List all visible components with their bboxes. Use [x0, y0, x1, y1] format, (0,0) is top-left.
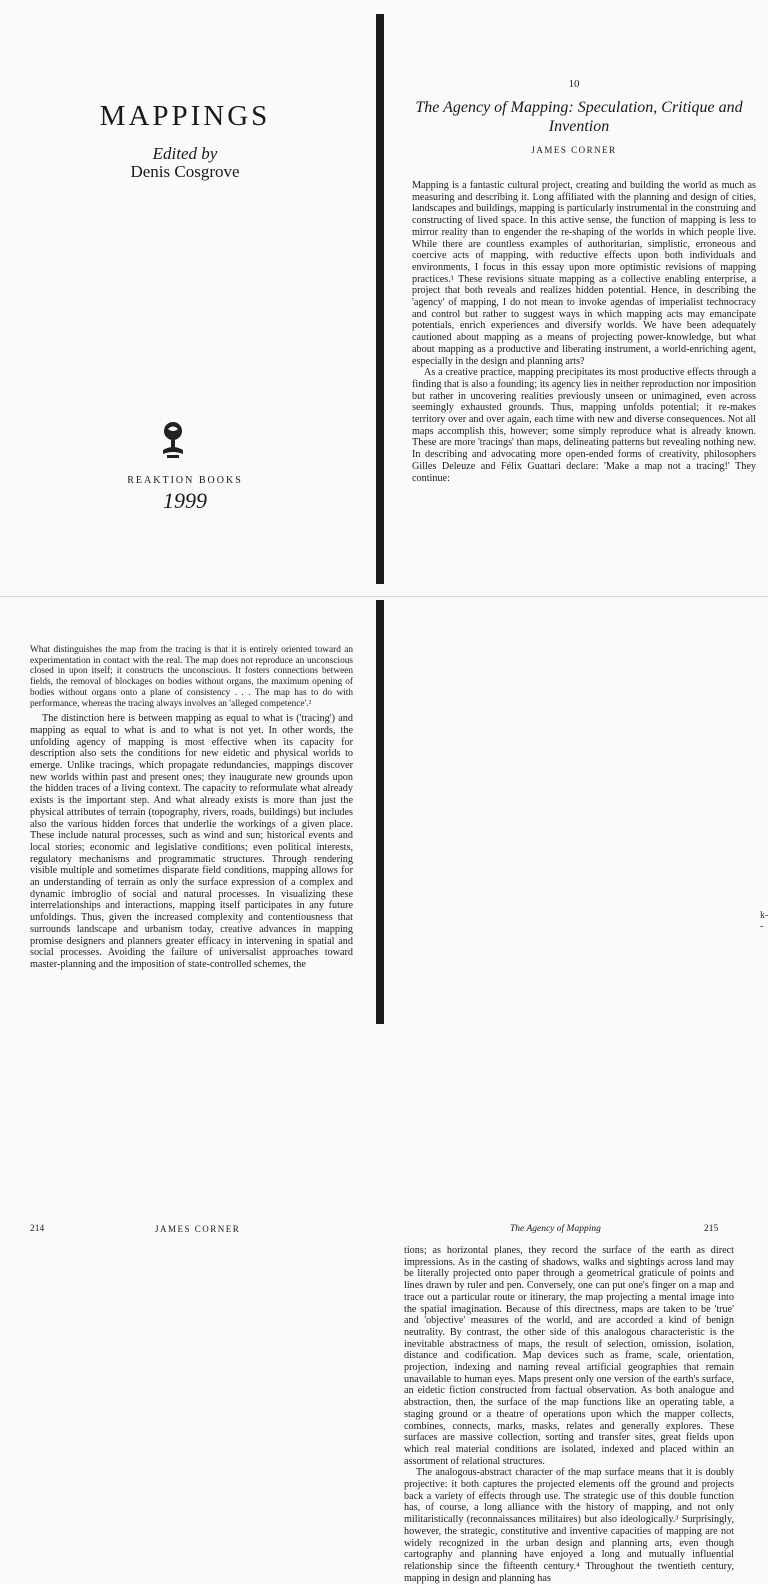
page-number: 215	[704, 1224, 719, 1234]
publisher-name: REAKTION BOOKS	[127, 475, 243, 486]
book-title: MAPPINGS	[99, 100, 271, 132]
chapter-author: JAMES CORNER	[531, 145, 617, 155]
chapter-number: 10	[568, 78, 580, 90]
chapter-opening-page	[384, 0, 768, 600]
paragraph: Mapping is a fantastic cultural project, creating and building the world as much as measuring and describing it. Long affiliated with the planning and design of cities, landscapes and buildings, mapping is particularly instrumental in the construing and constructing of lived space. In this active sense, the function of mapping is less to mirror reality than to engender the re-shaping of the worlds in which people live. While there are countless examples of authoritarian, simplistic, erroneous and coercive acts of mapping, with reductive effects upon both individuals and environments, I focus in this essay upon more optimistic revisions of mapping practices.¹ These revisions situate mapping as a collective enabling enterprise, a project that both reveals and realizes hidden potential. Hence, in describing the 'agency' of mapping, I do not mean to invoke agendas of imperialist technocracy and control but rather to suggest ways in which mapping acts may emancipate potentials, enrich experiences and diversify worlds. We have been adequately cautioned about mapping as a means of projecting power-knowledge, but what about mapping as a productive and liberating instrument, a world-enriching agent, especially in the design and planning arts?	[412, 180, 756, 367]
editor-name: Denis Cosgrove	[130, 162, 240, 181]
chapter-body	[412, 180, 756, 484]
paragraph: The analogous-abstract character of the map surface means that it is doubly projective: it both captures the projected elements off the ground and projects back a variety of effects through use. The strategic use of this double function has, of course, a long alliance with the history of mapping, and not only militaristically (reconnaissances militaires) but also ideologically.³ Surprisingly, however, the strategic, constitutive and inventive capacities of mapping are not widely recognized in the urban design and planning arts, even though cartography and planning have enjoyed a long and mutually influential relationship since the fifteenth century.⁴ Throughout the twentieth century, mapping in design and planning has	[404, 1467, 734, 1584]
page-214-body	[30, 645, 353, 971]
edited-by-label: Edited by	[152, 144, 218, 163]
running-head: The Agency of Mapping	[510, 1224, 601, 1234]
page-215-body	[404, 1245, 734, 1584]
paragraph: The distinction here is between mapping as equal to what is ('tracing') and mapping as equal to what is and to what is not yet. In other words, the unfolding agency of mapping is most effective when its capacity for description also sets the conditions for new eidetic and physical worlds to emerge. Unlike tracings, which propagate redundancies, mappings discover new worlds within past and present ones; they inaugurate new grounds upon the hidden traces of a living context. The capacity to reformulate what already exists is the important step. And what already exists is more than just the physical attributes of terrain (topography, rivers, roads, buildings) but includes also the various hidden forces that underlie the workings of a given place. These include natural processes, such as wind and sun; historical events and local stories; economic and legislative conditions; even political interests, regulatory mechanisms and programmatic structures. Through rendering visible multiple and sometimes disparate field conditions, mapping allows for an understanding of terrain as only the surface expression of a complex and dynamic imbroglio of social and natural processes. In visualizing these interrelationships and interactions, mapping itself participates in any future unfoldings. Thus, given the increased complexity and contentiousness that surrounds landscape and urbanism today, creative advances in mapping promise designers and planners greater efficacy in intervening in spatial and social processes. Avoiding the failure of universalist approaches toward master-planning and the imposition of state-controlled schemes, the	[30, 713, 353, 970]
page-number: 214	[30, 1224, 45, 1234]
handwritten-year: 1999	[163, 488, 207, 513]
running-head: JAMES CORNER	[155, 1224, 241, 1234]
reaktion-logo-icon	[158, 420, 188, 460]
paragraph: tions; as horizontal planes, they record the surface of the earth as direct impressions. As in the casting of shadows, walks and sightings across land may be literally projected onto paper through a geometrical graticule of points and lines drawn by ruler and pen. Conversely, one can put one's finger on a map and trace out a particular route or itinerary, the map projecting a mental image into the spatial imagination. Because of this directness, maps are taken to be 'true' and 'objective' measures of the world, and are accorded a kind of benign neutrality. By contrast, the other side of this analogous characteristic is the inevitable abstractness of maps, the result of selection, omission, isolation, distance and codification. Map devices such as frame, scale, orientation, projection, indexing and naming reveal artificial geographies that remain unavailable to human eyes. Maps present only one version of the earth's surface, an eidetic fiction constructed from factual observation. As both analogue and abstraction, then, the surface of the map functions like an operating table, a staging ground or a theatre of operations upon which the mapper collects, combines, connects, marks, masks, relates and generally explores. These surfaces are massive collection, sorting and transfer sites, great fields upon which real material conditions are isolated, indexed and placed within an assortment of relational structures.	[404, 1245, 734, 1467]
handwritten-margin-note: k- -	[760, 910, 768, 932]
block-quote: What distinguishes the map from the tracing is that it is entirely oriented toward an experimentation in contact with the real. The map does not reproduce an unconscious closed in upon itself; it constructs the unconscious. It fosters connections between fields, the removal of blockages on bodies without organs, the maximum opening of bodies without organs onto a plane of consistency . . . The map has to do with performance, whereas the tracing always involves an 'alleged competence'.²	[30, 645, 353, 709]
paragraph: As a creative practice, mapping precipitates its most productive effects through a finding that is also a founding; its agency lies in neither reproduction nor imposition but rather in uncovering realities previously unseen or unimagined, even across seemingly exhausted grounds. Thus, mapping unfolds potential; it re-makes territory over and over again, each time with new and diverse consequences. Not all maps accomplish this, however; some simply reproduce what is already known. These are more 'tracings' than maps, delineating patterns but revealing nothing new. In describing and advocating more open-ended forms of creativity, philosophers Gilles Deleuze and Félix Guattari declare: 'Make a map not a tracing!' They continue:	[412, 367, 756, 484]
title-page	[0, 0, 384, 600]
chapter-title: The Agency of Mapping: Speculation, Critique and Invention	[415, 99, 743, 135]
page-215	[384, 600, 768, 1584]
